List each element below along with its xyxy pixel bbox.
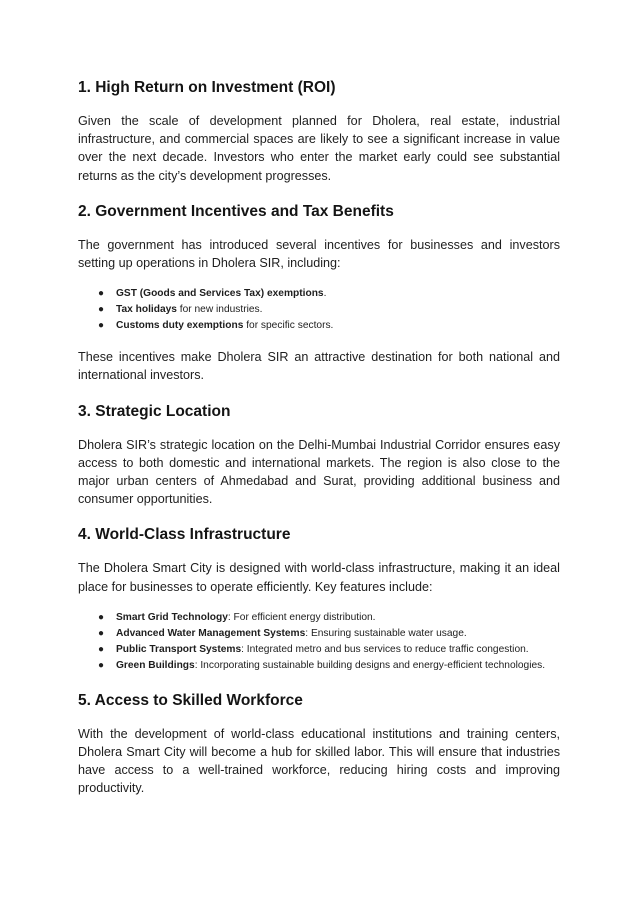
list-item-bold: Green Buildings <box>116 659 195 671</box>
bullet-icon: ● <box>98 611 105 623</box>
list-item-bold: GST (Goods and Services Tax) exemptions <box>116 288 324 300</box>
bullet-icon: ● <box>98 643 105 655</box>
section-heading-workforce: 5. Access to Skilled Workforce <box>78 691 303 709</box>
section-paragraph-incentives: The government has introduced several incentives for businesses and investors setting up operations in Dholera SIR, including: <box>78 237 560 271</box>
bullet-icon: ● <box>98 304 105 316</box>
list-item <box>78 286 560 302</box>
section-heading-incentives: 2. Government Incentives and Tax Benefits <box>78 202 394 220</box>
list-item-bold: Smart Grid Technology <box>116 611 228 623</box>
list-item <box>78 658 560 674</box>
section-heading-infrastructure: 4. World-Class Infrastructure <box>78 526 291 544</box>
list-item <box>78 642 560 658</box>
list-item <box>78 302 560 318</box>
section-heading-roi: 1. High Return on Investment (ROI) <box>78 79 336 96</box>
list-item-text: for new industries. <box>176 304 263 316</box>
section-paragraph-location: Dholera SIR’s strategic location on the Delhi-Mumbai Industrial Corridor ensures easy access to both domestic and international markets. The region is also close to the major urban centers of Ahmedabad and Surat, providing additional business and consumer opportunities. <box>78 437 560 507</box>
list-item-bold: Advanced Water Management Systems <box>116 627 306 639</box>
list-item-text: for specific sectors. <box>243 320 334 332</box>
section-heading-location: 3. Strategic Location <box>78 402 231 420</box>
infrastructure-list <box>78 610 560 674</box>
list-item-bold: Public Transport Systems <box>116 643 242 655</box>
list-item-text: . <box>323 288 327 300</box>
bullet-icon: ● <box>98 659 105 671</box>
list-item <box>78 610 560 626</box>
list-item-bold: Tax holidays <box>116 304 177 316</box>
bullet-icon: ● <box>98 288 105 300</box>
section-paragraph-infrastructure: The Dholera Smart City is designed with world-class infrastructure, making it an ideal place for businesses to operate efficiently. Key features include: <box>78 561 560 594</box>
document-page <box>78 78 560 798</box>
list-item <box>78 626 560 642</box>
list-item <box>78 318 560 334</box>
list-item-text: : Integrated metro and bus services to reduce traffic congestion. <box>241 643 529 655</box>
list-item-bold: Customs duty exemptions <box>116 320 244 332</box>
bullet-icon: ● <box>98 320 105 332</box>
list-item-text: : Incorporating sustainable building designs and energy-efficient technologies. <box>194 659 546 671</box>
incentives-list <box>78 286 560 334</box>
section-paragraph-incentives-after: These incentives make Dholera SIR an attractive destination for both national and international investors. <box>78 350 560 383</box>
section-paragraph-roi: Given the scale of development planned for Dholera, real estate, industrial infrastructure, and commercial spaces are likely to see a significant increase in value over the next decade. Investors who enter the market early could see substantial returns as the city’s development progresses. <box>78 114 560 183</box>
section-paragraph-workforce: With the development of world-class educational institutions and training centers, Dholera Smart City will become a hub for skilled labor. This will ensure that industries have access to a well-trained workforce, reducing hiring costs and improving productivity. <box>78 726 560 796</box>
bullet-icon: ● <box>98 627 105 639</box>
list-item-text: : Ensuring sustainable water usage. <box>305 627 467 639</box>
list-item-text: : For efficient energy distribution. <box>227 611 376 623</box>
